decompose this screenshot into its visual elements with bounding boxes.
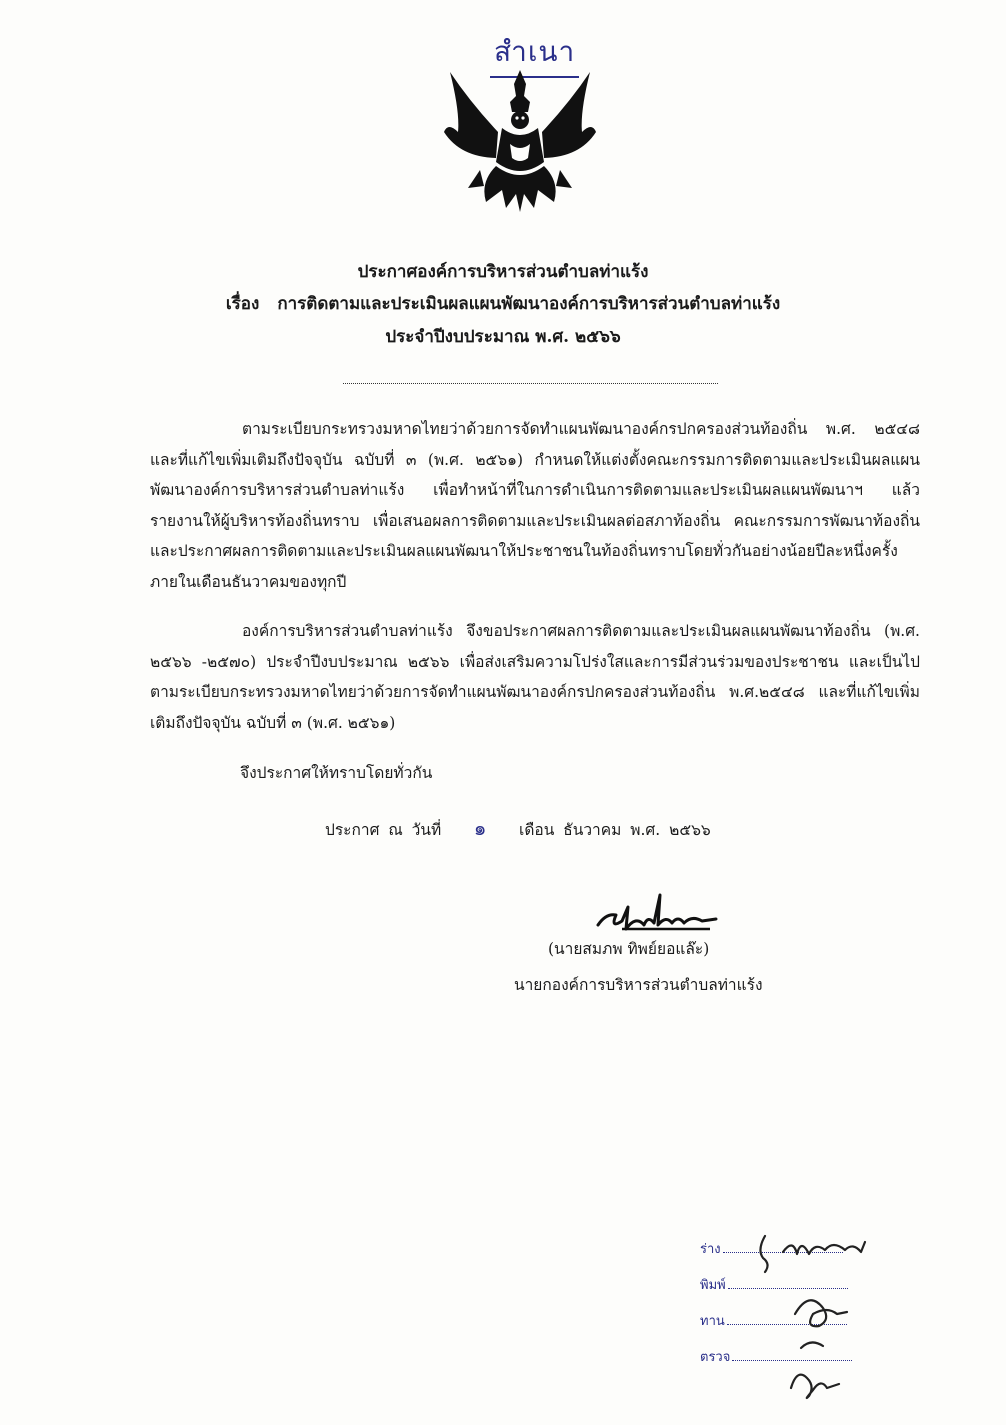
announcement-date [325, 812, 711, 844]
header-divider [343, 383, 718, 384]
date-month: ธันวาคม [563, 821, 622, 839]
routing-signature-icon [735, 1228, 905, 1408]
date-month-label: เดือน [519, 821, 555, 839]
routing-check-label: ตรวจ [700, 1350, 731, 1365]
subject-text: การติดตามและประเมินผลแผนพัฒนาองค์การบริหารส่วนตำบลท่าแร้ง [277, 294, 781, 314]
date-year: ๒๕๖๖ [669, 821, 711, 839]
date-prefix: ประกาศ ณ วันที่ [325, 821, 442, 839]
date-year-label: พ.ศ. [630, 821, 661, 839]
closing-line: จึงประกาศให้ทราบโดยทั่วกัน [240, 764, 433, 782]
signature-icon [592, 885, 722, 935]
garuda-emblem-icon [440, 62, 600, 217]
body-paragraph-1: ตามระเบียบกระทรวงมหาดไทยว่าด้วยการจัดทำแผนพัฒนาองค์กรปกครองส่วนท้องถิ่น พ.ศ. ๒๕๔๘ และที่แก้ไขเพิ่มเติมถึงปัจจุบัน ฉบับที่ ๓ (พ.ศ. ๒๕๖๑) กำหนดให้แต่งตั้งคณะกรรมการติดตามและประเมินผลแผนพัฒนาองค์การบริหารส่วนตำบลท่าแร้ง เพื่อทำหน้าที่ในการดำเนินการติดตามและประเมินผลแผนพัฒนาฯ แล้วรายงานให้ผู้บริหารท้องถิ่นทราบ เพื่อเสนอผลการติดตามและประเมินผลต่อสภาท้องถิ่น คณะกรรมการพัฒนาท้องถิ่น และประกาศผลการติดตามและประเมินผลแผนพัฒนาให้ประชาชนในท้องถิ่นทราบโดยทั่วกันอย่างน้อยปีละหนึ่งครั้ง ภายในเดือนธันวาคมของทุกปี [150, 420, 920, 591]
announcement-subject [0, 290, 1006, 317]
body-paragraph-2: องค์การบริหารส่วนตำบลท่าแร้ง จึงขอประกาศผลการติดตามและประเมินผลแผนพัฒนาท้องถิ่น (พ.ศ. ๒๕๖๖ -๒๕๗๐) ประจำปีงบประมาณ ๒๕๖๖ เพื่อส่งเสริมความโปร่งใสและการมีส่วนร่วมของประชาชน และเป็นไปตามระเบียบกระทรวงมหาดไทยว่าด้วยการจัดทำแผนพัฒนาองค์กรปกครองส่วนท้องถิ่น พ.ศ.๒๕๔๘ และที่แก้ไขเพิ่มเติมถึงปัจจุบัน ฉบับที่ ๓ (พ.ศ. ๒๕๖๑) [150, 622, 920, 732]
routing-type-label: พิมพ์ [700, 1278, 726, 1293]
signer-name: (นายสมภพ ทิพย์ยอแล๊ะ) [548, 940, 710, 958]
signer-title: นายกองค์การบริหารส่วนตำบลท่าแร้ง [514, 976, 763, 994]
fiscal-year-line: ประจำปีงบประมาณ พ.ศ. ๒๕๖๖ [385, 327, 621, 347]
announcement-title: ประกาศองค์การบริหารส่วนตำบลท่าแร้ง [357, 262, 649, 282]
routing-review-label: ทาน [700, 1314, 725, 1329]
date-day: ๑ [473, 816, 487, 840]
subject-label: เรื่อง [225, 294, 260, 314]
copy-stamp: สำเนา [490, 30, 579, 78]
routing-draft-label: ร่าง [700, 1242, 721, 1257]
